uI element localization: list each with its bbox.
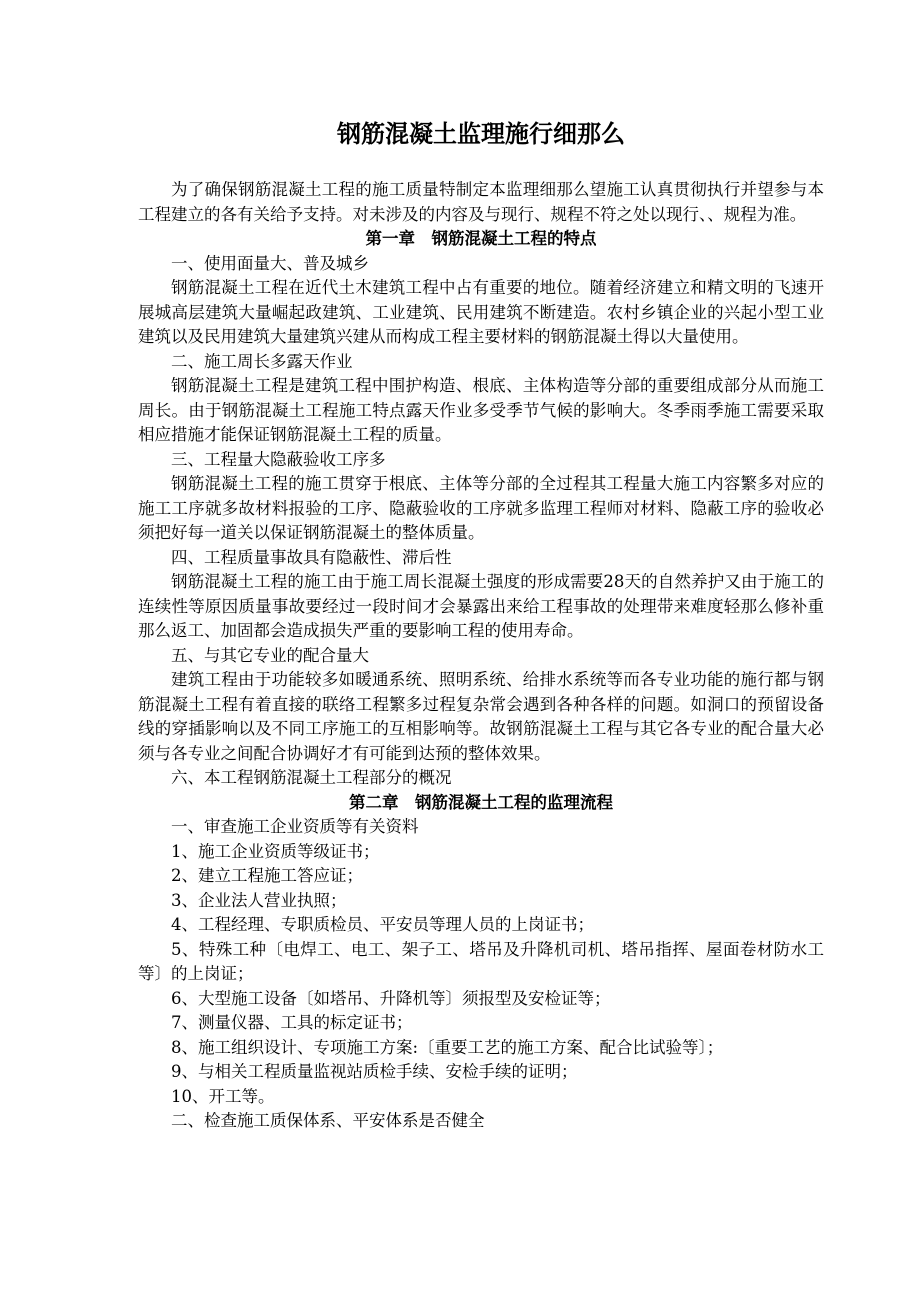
list-item: 4、工程经理、专职质检员、平安员等理人员的上岗证书； [171, 915, 594, 934]
list-item: 5、特殊工种〔电焊工、电工、架子工、塔吊及升降机司机、塔吊指挥、屋面卷材防水工等〕的上岗证； [138, 939, 824, 983]
section-title: 一、使用面量大、普及城乡 [171, 253, 369, 273]
section-title: 一、审查施工企业资质等有关资料 [171, 817, 419, 836]
section-paragraph: 钢筋混凝土工程在近代土木建筑工程中占有重要的地位。随着经济建立和精文明的飞速开展城高层建筑大量崛起政建筑、工业建筑、民用建筑不断建造。农村乡镇企业的兴起小型工业建筑以及民用建筑大量建筑兴建从而构成工程主要材料的钢筋混凝土得以大量使用。 [138, 278, 824, 346]
section-title: 五、与其它专业的配合量大 [171, 645, 369, 665]
list-item: 3、企业法人营业执照； [171, 890, 347, 910]
section-title: 二、施工周长多露天作业 [171, 351, 353, 371]
chapter-2-heading: 第二章 钢筋混凝土工程的监理流程 [349, 792, 613, 812]
section-title: 三、工程量大隐蔽验收工序多 [171, 449, 386, 469]
list-item: 10、开工等。 [171, 1086, 275, 1106]
document-title: 钢筋混凝土监理施行细那么 [337, 119, 625, 148]
list-item: 1、施工企业资质等级证书； [171, 841, 380, 861]
section-paragraph: 建筑工程由于功能较多如暖通系统、照明系统、给排水系统等而各专业功能的施行都与钢筋混凝土工程有着直接的联络工程繁多过程复杂常会遇到各种各样的问题。如洞口的预留设备线的穿插影响以及不同工序施工的互相影响等。故钢筋混凝土工程与其它各专业的配合量大必须与各专业之间配合协调好才有可能到达预的整体效果。 [138, 670, 824, 763]
list-item: 9、与相关工程质量监视站质检手续、安检手续的证明； [171, 1062, 578, 1081]
section-title: 四、工程质量事故具有隐蔽性、滞后性 [171, 547, 452, 567]
intro-paragraph: 为了确保钢筋混凝土工程的施工质量特制定本监理细那么望施工认真贯彻执行并望参与本工程建立的各有关给予支持。对未涉及的内容及与现行、规程不符之处以现行、、规程为准。 [138, 180, 824, 224]
list-item: 8、施工组织设计、专项施工方案:〔重要工艺的施工方案、配合比试验等〕； [171, 1037, 724, 1057]
section-paragraph: 钢筋混凝土工程是建筑工程中围护构造、根底、主体构造等分部的重要组成部分从而施工周长。由于钢筋混凝土工程施工特点露天作业多受季节气候的影响大。冬季雨季施工需要采取相应措施才能保证钢筋混凝土工程的质量。 [138, 376, 824, 444]
list-item: 7、测量仪器、工具的标定证书； [171, 1013, 413, 1032]
section-title: 二、检查施工质保体系、平安体系是否健全 [171, 1111, 485, 1130]
list-item: 6、大型施工设备〔如塔吊、升降机等〕须报型及安检证等； [171, 988, 611, 1008]
document-page [138, 112, 824, 1134]
section-paragraph: 钢筋混凝土工程的施工贯穿于根底、主体等分部的全过程其工程量大施工内容繁多对应的施工工序就多故材料报验的工序、隐蔽验收的工序就多监理工程师对材料、隐蔽工序的验收必须把好每一道关以保证钢筋混凝土的整体质量。 [138, 474, 824, 542]
section-title: 六、本工程钢筋混凝土工程部分的概况 [171, 768, 452, 787]
section-paragraph: 钢筋混凝土工程的施工由于施工周长混凝土强度的形成需要28天的自然养护又由于施工的连续性等原因质量事故要经过一段时间才会暴露出来给工程事故的处理带来难度轻那么修补重那么返工、加固都会造成损失严重的要影响工程的使用寿命。 [138, 572, 824, 640]
chapter-1-heading: 第一章 钢筋混凝土工程的特点 [365, 229, 597, 248]
list-item: 2、建立工程施工答应证； [171, 866, 363, 885]
